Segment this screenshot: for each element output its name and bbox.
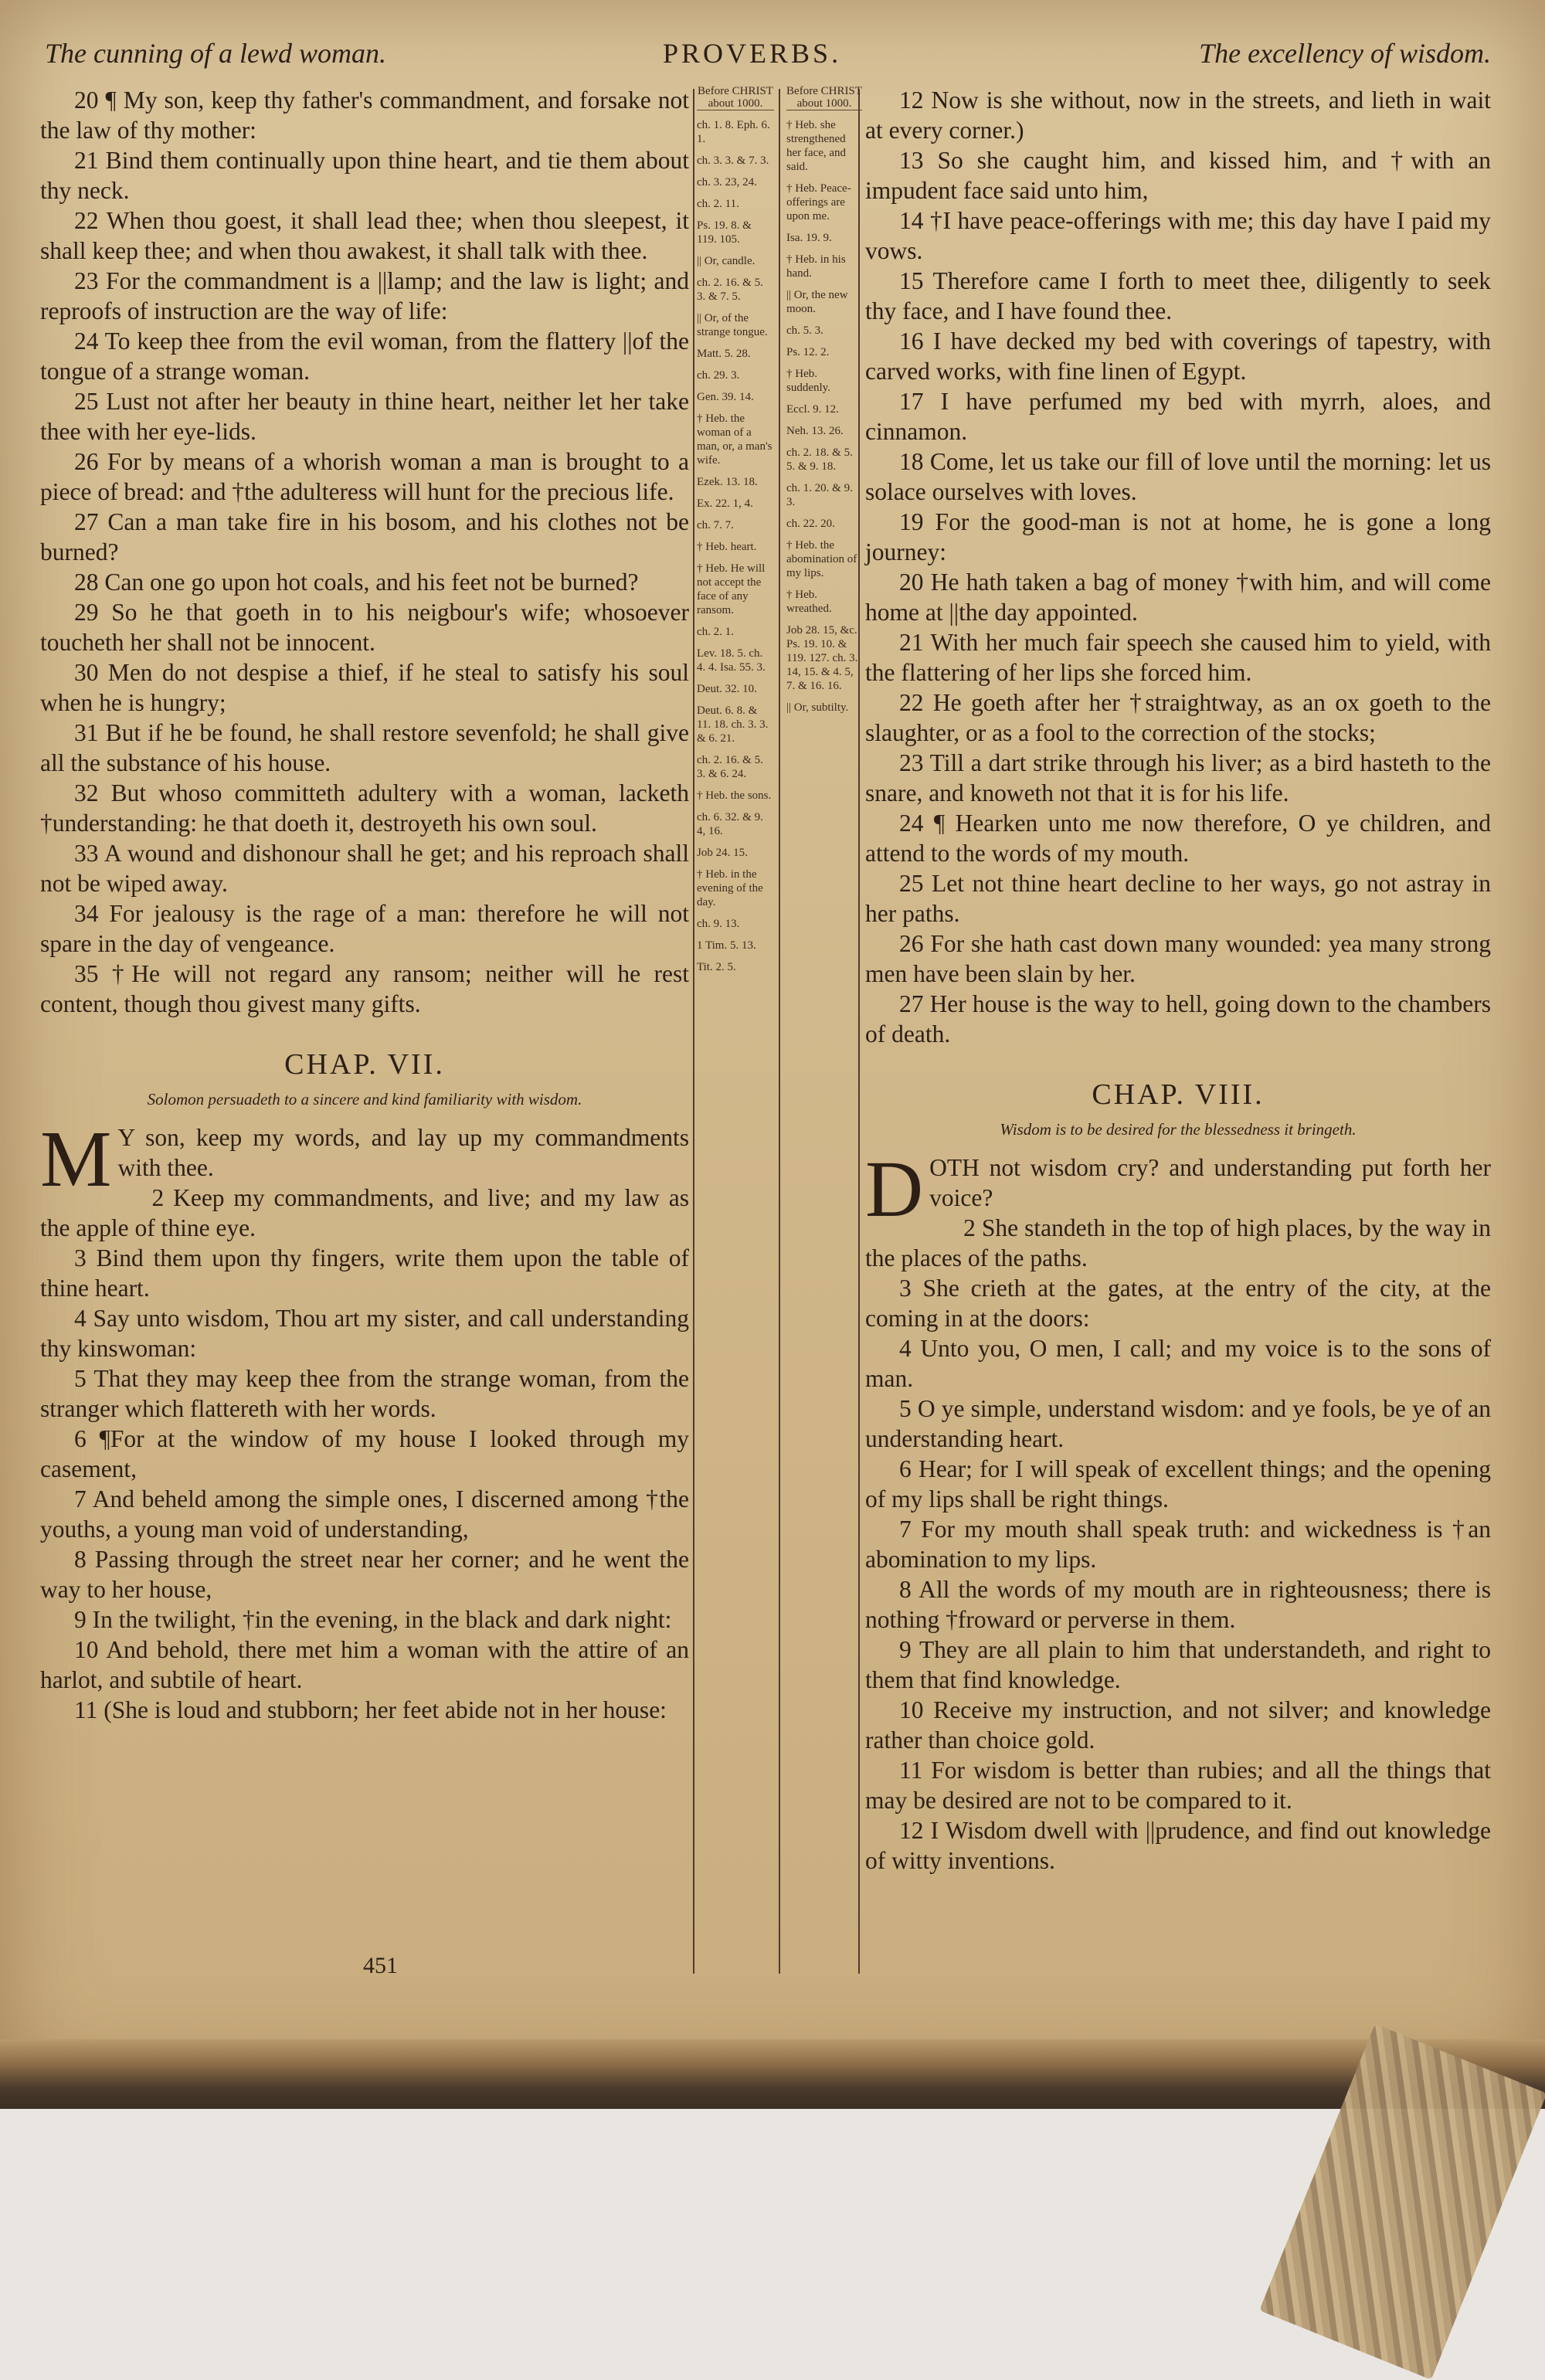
verse: 10 And behold, there met him a woman with the attire of an harlot, and subtile of heart. — [40, 1636, 689, 1693]
marginal-note: ch. 3. 3. & 7. 3. — [697, 154, 769, 167]
chapter-title-viii: CHAP. VIII. — [1092, 1078, 1265, 1111]
running-header-left: The cunning of a lewd woman. — [45, 38, 386, 69]
marginal-note: Deut. 32. 10. — [697, 683, 757, 695]
marginal-note: ch. 9. 13. — [697, 918, 740, 930]
verse: 28 Can one go upon hot coals, and his feet not be burned? — [74, 569, 639, 596]
verse: 7 For my mouth shall speak truth: and wickedness is †an abomination to my lips. — [865, 1516, 1491, 1573]
chapter-summary-vii: Solomon persuadeth to a sincere and kind familiarity with wisdom. — [147, 1090, 582, 1109]
marginal-note: † Heb. in the evening of the day. — [697, 868, 763, 908]
verse: 5 O ye simple, understand wisdom: and ye fools, be ye of an understanding heart. — [865, 1395, 1491, 1452]
verse: 14 †I have peace-offerings with me; this day have I paid my vows. — [865, 207, 1491, 264]
verse: 31 But if he be found, he shall restore sevenfold; he shall give all the substance of his house. — [40, 719, 689, 776]
marginal-note: † Heb. wreathed. — [786, 589, 832, 615]
verse: 24 ¶ Hearken unto me now therefore, O ye children, and attend to the words of my mouth. — [865, 810, 1491, 867]
verse: 26 For she hath cast down many wounded: yea many strong men have been slain by her. — [865, 930, 1491, 987]
marginal-note: ch. 5. 3. — [786, 324, 823, 337]
verse: 3 She crieth at the gates, at the entry of the city, at the coming in at the doors: — [865, 1275, 1491, 1332]
verse: 3 Bind them upon thy fingers, write them upon the table of thine heart. — [40, 1244, 689, 1302]
verse: 10 Receive my instruction, and not silver; and knowledge rather than choice gold. — [865, 1696, 1491, 1754]
verse: 17 I have perfumed my bed with myrrh, aloes, and cinnamon. — [865, 388, 1491, 445]
verse: 15 Therefore came I forth to meet thee, diligently to seek thy face, and I have found thee. — [865, 267, 1491, 324]
marginal-note: † Heb. she strengthened her face, and said. — [786, 119, 847, 173]
verse: 20 ¶ My son, keep thy father's commandment, and forsake not the law of thy mother: — [40, 87, 689, 144]
marginal-note: † Heb. suddenly. — [786, 368, 830, 394]
marginal-note: ch. 29. 3. — [697, 369, 740, 382]
marginal-note: † Heb. He will not accept the face of any ransom. — [697, 562, 766, 616]
marginal-note: Lev. 18. 5. ch. 4. 4. Isa. 55. 3. — [697, 647, 766, 674]
marginal-note: ch. 6. 32. & 9. 4, 16. — [697, 811, 763, 837]
marginal-references-right — [786, 85, 862, 722]
marginal-note: ch. 7. 7. — [697, 519, 734, 531]
verse: 6 Hear; for I will speak of excellent things; and the opening of my lips shall be right things. — [865, 1455, 1491, 1513]
verse: 19 For the good-man is not at home, he is gone a long journey: — [865, 508, 1491, 565]
marginal-note: || Or, subtilty. — [786, 701, 849, 714]
verse: 27 Her house is the way to hell, going down to the chambers of death. — [865, 990, 1491, 1047]
verse: 7 And beheld among the simple ones, I discerned among †the youths, a young man void of understanding, — [40, 1485, 689, 1543]
marginal-note: ch. 1. 20. & 9. 3. — [786, 482, 853, 508]
verse: 9 They are all plain to him that understandeth, and right to them that find knowledge. — [865, 1636, 1491, 1693]
book-bottom-edge — [0, 2039, 1545, 2109]
verse: 9 In the twilight, †in the evening, in the black and dark night: — [74, 1606, 672, 1633]
marginal-note: ch. 22. 20. — [786, 518, 835, 530]
verse: 34 For jealousy is the rage of a man: therefore he will not spare in the day of vengeance. — [40, 900, 689, 957]
verse: 11 (She is loud and stubborn; her feet abide not in her house: — [74, 1696, 667, 1723]
marginal-note: Eccl. 9. 12. — [786, 403, 839, 416]
marginal-note: Job 28. 15, &c. Ps. 19. 10. & 119. 127. ch. 3. 14, 15. & 4. 5, 7. & 16. 16. — [786, 624, 858, 692]
verse: 2 She standeth in the top of high places, by the way in the places of the paths. — [865, 1214, 1491, 1271]
verse: 5 That they may keep thee from the strange woman, from the stranger which flattereth with her words. — [40, 1365, 689, 1422]
marginal-note: || Or, the new moon. — [786, 289, 848, 315]
marginal-note: ch. 2. 1. — [697, 626, 734, 638]
verse: 20 He hath taken a bag of money †with him, and will come home at ||the day appointed. — [865, 569, 1491, 626]
verse: 35 †He will not regard any ransom; neither will he rest content, though thou givest many gifts. — [40, 960, 689, 1017]
marginal-note: Isa. 19. 9. — [786, 232, 832, 244]
verse: 30 Men do not despise a thief, if he steal to satisfy his soul when he is hungry; — [40, 659, 689, 716]
marginal-note: ch. 1. 8. Eph. 6. 1. — [697, 119, 770, 145]
verse-text: OTH not wisdom cry? and understanding put forth her voice? — [929, 1154, 1491, 1211]
column-rule — [779, 89, 780, 1974]
verse: 8 Passing through the street near her corner; and he went the way to her house, — [40, 1546, 689, 1603]
marginal-note: ch. 2. 16. & 5. 3. & 7. 5. — [697, 277, 763, 303]
verse: 22 When thou goest, it shall lead thee; when thou sleepest, it shall keep thee; and when thou awakest, it shall talk with thee. — [40, 207, 689, 264]
marginal-references-left — [697, 85, 774, 982]
text-column-left — [40, 85, 689, 1725]
marginal-date-heading: Before CHRIST about 1000. — [786, 85, 862, 110]
verse: 27 Can a man take fire in his bosom, and his clothes not be burned? — [40, 508, 689, 565]
verse: 4 Unto you, O men, I call; and my voice is to the sons of man. — [865, 1335, 1491, 1392]
page-number: 451 — [363, 1953, 398, 1978]
marginal-note: 1 Tim. 5. 13. — [697, 939, 756, 952]
verse: 25 Let not thine heart decline to her ways, go not astray in her paths. — [865, 870, 1491, 927]
verse: 6 ¶For at the window of my house I looked through my casement, — [40, 1425, 689, 1482]
drop-cap: D — [865, 1145, 924, 1234]
marginal-note: ch. 2. 18. & 5. 5. & 9. 18. — [786, 446, 853, 473]
marginal-note: Tit. 2. 5. — [697, 961, 736, 973]
marginal-note: † Heb. Peace-offerings are upon me. — [786, 182, 851, 222]
verse-first-chapter-viii — [865, 1145, 1491, 1234]
verse: 22 He goeth after her †straightway, as an ox goeth to the slaughter, or as a fool to the correction of the stocks; — [865, 689, 1491, 746]
marginal-note: † Heb. in his hand. — [786, 253, 846, 280]
verse: 29 So he that goeth in to his neigbour's wife; whosoever toucheth her shall not be innocent. — [40, 599, 689, 656]
verse: 12 I Wisdom dwell with ||prudence, and find out knowledge of witty inventions. — [865, 1817, 1491, 1874]
marginal-note: † Heb. the woman of a man, or, a man's wife. — [697, 413, 772, 467]
marginal-note: || Or, of the strange tongue. — [697, 312, 768, 338]
verse: 8 All the words of my mouth are in righteousness; there is nothing †froward or perverse in them. — [865, 1576, 1491, 1633]
text-column-right — [865, 85, 1491, 1876]
marginal-note: Deut. 6. 8. & 11. 18. ch. 3. 3. & 6. 21. — [697, 704, 769, 745]
verse: 13 So she caught him, and kissed him, and †with an impudent face said unto him, — [865, 147, 1491, 204]
verse: 25 Lust not after her beauty in thine heart, neither let her take thee with her eye-lids. — [40, 388, 689, 445]
verse: 11 For wisdom is better than rubies; and all the things that may be desired are not to be compared to it. — [865, 1757, 1491, 1814]
verse: 33 A wound and dishonour shall he get; and his reproach shall not be wiped away. — [40, 840, 689, 897]
verse: 2 Keep my commandments, and live; and my law as the apple of thine eye. — [40, 1184, 689, 1241]
marginal-note: † Heb. heart. — [697, 541, 757, 553]
verse: 21 With her much fair speech she caused him to yield, with the flattering of her lips she forced him. — [865, 629, 1491, 686]
verse: 4 Say unto wisdom, Thou art my sister, and call understanding thy kinswoman: — [40, 1305, 689, 1362]
chapter-title-vii: CHAP. VII. — [284, 1048, 445, 1081]
marginal-note: Neh. 13. 26. — [786, 425, 844, 437]
drop-cap: M — [40, 1115, 112, 1204]
verse: 12 Now is she without, now in the streets, and lieth in wait at every corner.) — [865, 87, 1491, 144]
marginal-note: Ex. 22. 1, 4. — [697, 497, 753, 510]
marginal-note: Ps. 19. 8. & 119. 105. — [697, 219, 752, 246]
verse: 18 Come, let us take our fill of love until the morning: let us solace ourselves with loves. — [865, 448, 1491, 505]
marginal-note: † Heb. the sons. — [697, 789, 772, 802]
marginal-note: † Heb. the abomination of my lips. — [786, 539, 857, 579]
marginal-note: Job 24. 15. — [697, 847, 748, 859]
marginal-note: || Or, candle. — [697, 255, 756, 267]
marginal-note: ch. 2. 11. — [697, 198, 739, 210]
verse-list-proverbs-8 — [865, 1213, 1491, 1876]
marginal-note: Gen. 39. 14. — [697, 391, 754, 403]
verse: 23 Till a dart strike through his liver; as a bird hasteth to the snare, and knoweth not that it is for his life. — [865, 749, 1491, 806]
column-rule — [693, 89, 694, 1974]
verse-list-proverbs-6 — [40, 85, 689, 1019]
marginal-note-list — [786, 118, 862, 715]
marginal-date-heading: Before CHRIST about 1000. — [698, 85, 773, 110]
marginal-note: ch. 3. 23, 24. — [697, 176, 757, 188]
verse: 26 For by means of a whorish woman a man is brought to a piece of bread: and †the adulteress will hunt for the precious life. — [40, 448, 689, 505]
verse-list-proverbs-7-cont — [865, 85, 1491, 1049]
verse: 21 Bind them continually upon thine heart, and tie them about thy neck. — [40, 147, 689, 204]
verse: 24 To keep thee from the evil woman, from the flattery ||of the tongue of a strange woman. — [40, 328, 689, 385]
verse: 32 But whoso committeth adultery with a woman, lacketh †understanding: he that doeth it, destroyeth his own soul. — [40, 779, 689, 837]
marginal-note: Ps. 12. 2. — [786, 346, 830, 358]
chapter-summary-viii: Wisdom is to be desired for the blessedness it bringeth. — [1000, 1120, 1357, 1139]
verse-text: Y son, keep my words, and lay up my commandments with thee. — [117, 1124, 689, 1181]
marginal-note: ch. 2. 16. & 5. 3. & 6. 24. — [697, 754, 763, 780]
verse-list-proverbs-7 — [40, 1183, 689, 1725]
running-header-book-title: PROVERBS. — [663, 38, 842, 69]
marginal-note: Ezek. 13. 18. — [697, 476, 758, 488]
marginal-note-list — [697, 118, 774, 974]
marginal-note: Matt. 5. 28. — [697, 348, 751, 360]
verse: 16 I have decked my bed with coverings of tapestry, with carved works, with fine linen of Egypt. — [865, 328, 1491, 385]
verse-first-chapter-vii — [40, 1115, 689, 1204]
verse: 23 For the commandment is a ||lamp; and the law is light; and reproofs of instruction are the way of life: — [40, 267, 689, 324]
running-header-right: The excellency of wisdom. — [1199, 38, 1491, 69]
